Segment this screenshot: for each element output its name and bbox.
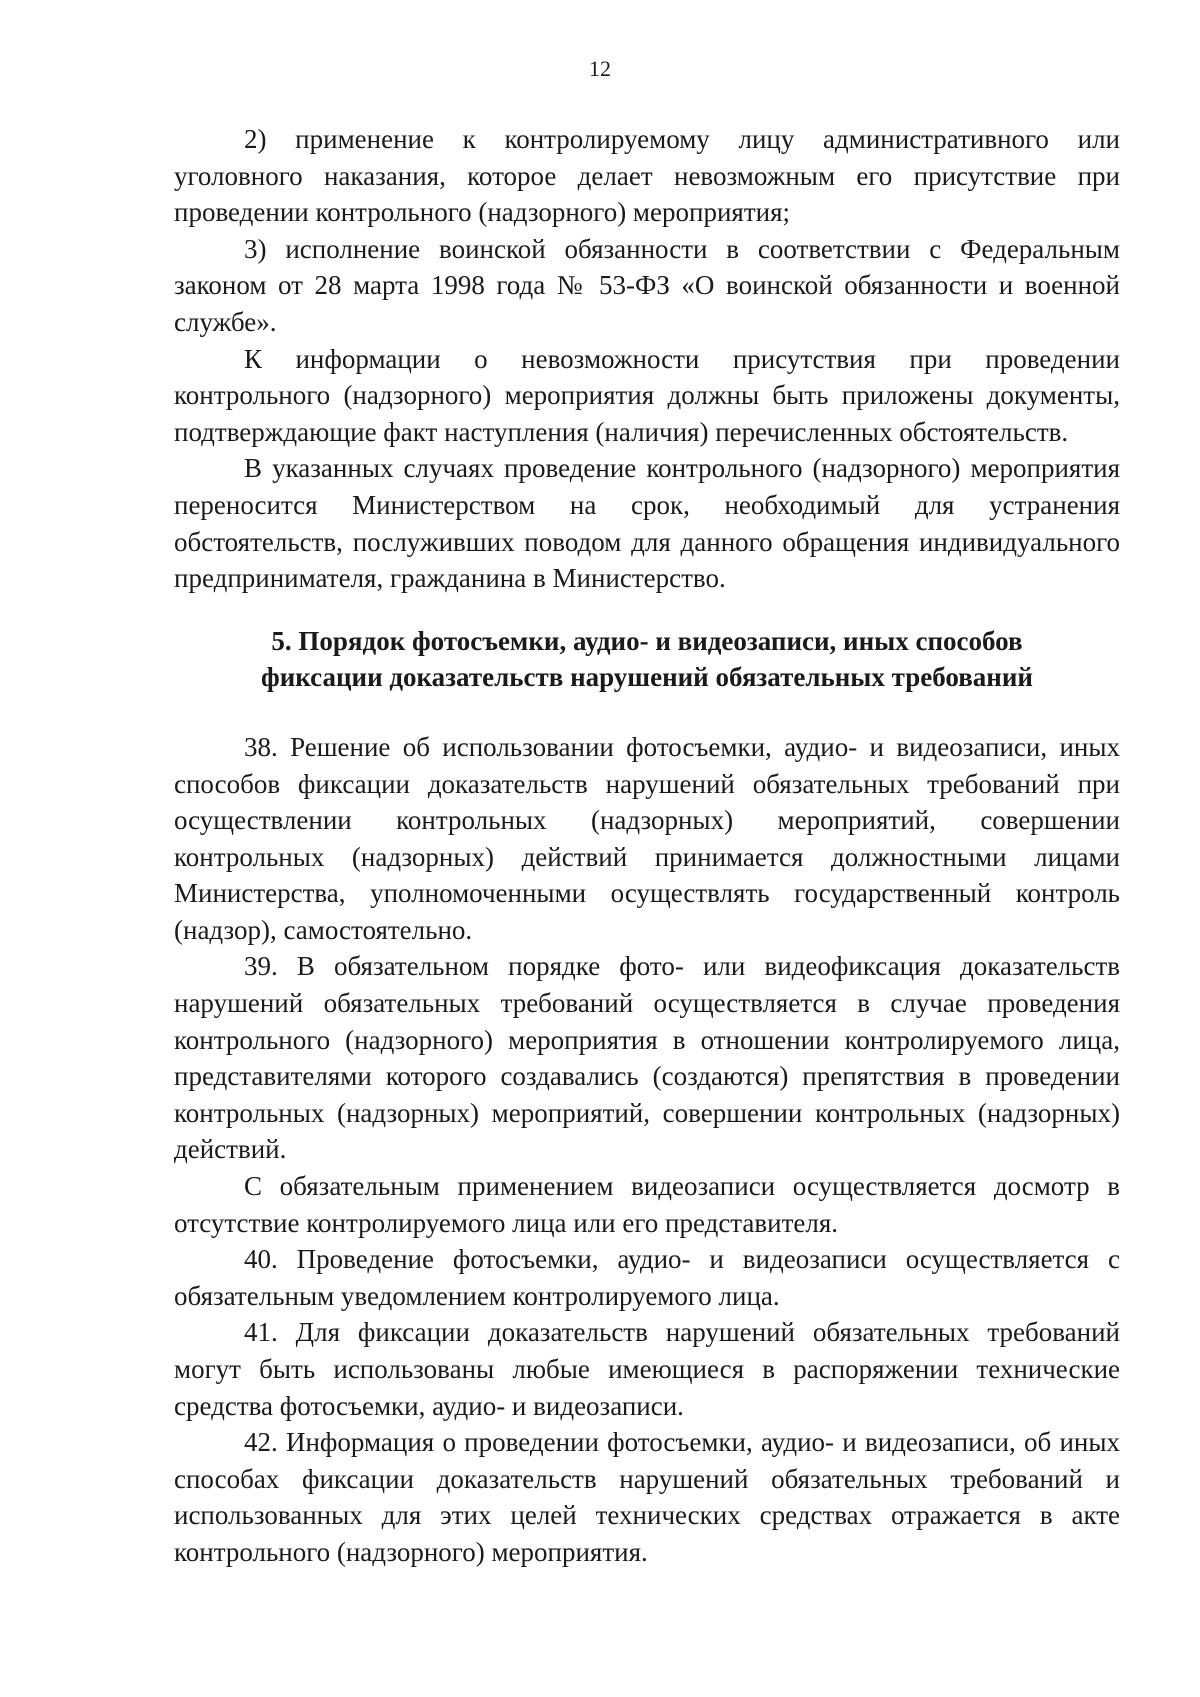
section-5-heading: [174, 623, 1120, 696]
paragraph-inspection-video: С обязательным применением видеозаписи осуществляется досмотр в отсутствие контролируемого лица или его представителя.: [174, 1171, 1120, 1238]
paragraph-41: 41. Для фиксации доказательств нарушений обязательных требований могут быть использованы любые имеющиеся в распоряжении технические средства фотосъемки, аудио- и видеозаписи.: [174, 1317, 1120, 1421]
section-5-heading-line-2: фиксации доказательств нарушений обязательных требований: [261, 662, 1033, 693]
paragraph-42: 42. Информация о проведении фотосъемки, аудио- и видеозаписи, об иных способах фиксации доказательств нарушений обязательных требований и использованных для этих целей технических средствах отражается в акте контрольного (надзорного) мероприятия.: [174, 1427, 1120, 1567]
paragraph-2-administrative-penalty: 2) применение к контролируемому лицу административного или уголовного наказания, которое делает невозможным его присутствие при проведении контрольного (надзорного) мероприятия;: [174, 124, 1120, 228]
paragraph-3-military-duty: 3) исполнение воинской обязанности в соответствии с Федеральным законом от 28 марта 1998 года № 53-ФЗ «О воинской обязанности и военной службе».: [174, 233, 1120, 337]
paragraph-postponement: В указанных случаях проведение контрольного (надзорного) мероприятия переносится Министерством на срок, необходимый для устранения обстоятельств, послуживших поводом для данного обращения индивидуального предпринимателя, гражданина в Министерство.: [174, 453, 1120, 594]
paragraph-38: 38. Решение об использовании фотосъемки, аудио- и видеозаписи, иных способов фиксации доказательств нарушений обязательных требований при осуществлении контрольных (надзорных) мероприятий, совершении контрольных (надзорных) действий принимается должностными лицами Министерства, уполномоченными осуществлять государственный контроль (надзор), самостоятельно.: [174, 731, 1120, 945]
document-body: [174, 121, 1120, 1571]
page-number: 12: [589, 56, 611, 81]
section-5-heading-line-1: 5. Порядок фотосъемки, аудио- и видеозаписи, иных способов: [271, 625, 1023, 656]
paragraph-39: 39. В обязательном порядке фото- или видеофиксация доказательств нарушений обязательных требований осуществляется в случае проведения контрольного (надзорного) мероприятия в отношении контролируемого лица, представителями которого создавались (создаются) препятствия в проведении контрольных (надзорных) мероприятий, совершении контрольных (надзорных) действий.: [174, 951, 1120, 1165]
paragraph-supporting-documents: К информации о невозможности присутствия при проведении контрольного (надзорного) мероприятия должны быть приложены документы, подтверждающие факт наступления (наличия) перечисленных обстоятельств.: [174, 343, 1120, 447]
paragraph-40: 40. Проведение фотосъемки, аудио- и видеозаписи осуществляется с обязательным уведомлением контролируемого лица.: [174, 1244, 1120, 1311]
